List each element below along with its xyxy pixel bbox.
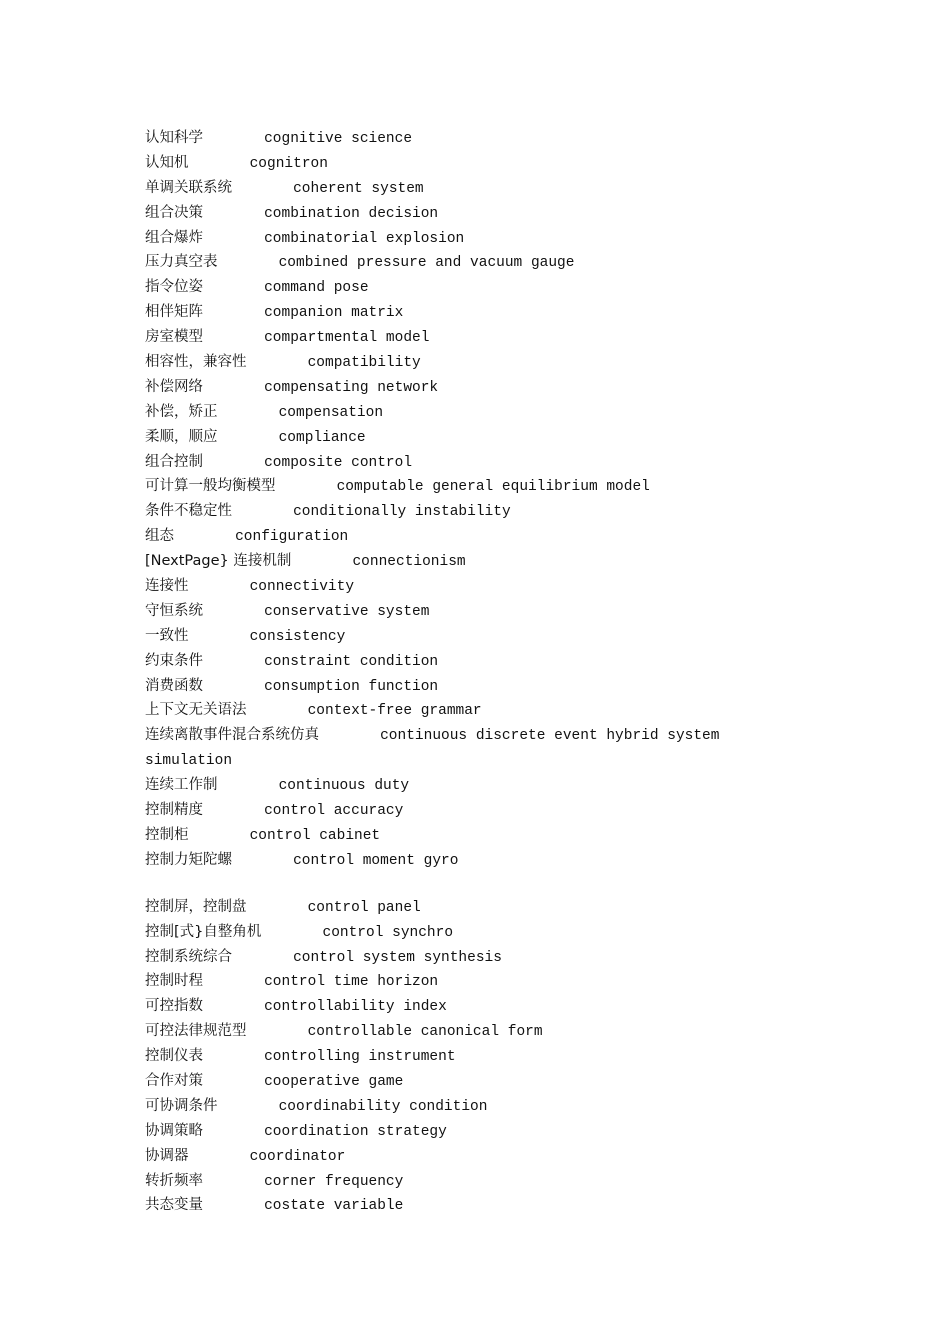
glossary-entry xyxy=(145,474,845,499)
term-en: connectivity xyxy=(249,579,355,596)
glossary-entry xyxy=(145,823,845,848)
term-zh: 单调关联系统 xyxy=(145,179,232,196)
term-zh: 组态 xyxy=(145,528,174,545)
glossary-entry xyxy=(145,450,845,475)
term-zh: 可控法律规范型 xyxy=(145,1023,247,1040)
term-en: computable general equilibrium model xyxy=(336,479,650,496)
glossary-entry xyxy=(145,176,845,201)
term-en: compliance xyxy=(278,429,366,446)
term-zh: 共态变量 xyxy=(145,1197,203,1214)
term-zh: 相容性，兼容性 xyxy=(145,354,247,371)
glossary-entry xyxy=(145,969,845,994)
term-zh: 条件不稳定性 xyxy=(145,503,232,520)
term-zh: 可计算一般均衡模型 xyxy=(145,478,276,495)
term-zh: 认知科学 xyxy=(145,130,203,146)
glossary-entry xyxy=(145,994,845,1019)
term-en: control accuracy xyxy=(264,803,404,820)
glossary-entry xyxy=(145,574,845,599)
term-zh: 守恒系统 xyxy=(145,602,203,619)
glossary-entry xyxy=(145,151,845,176)
term-en: cooperative game xyxy=(264,1073,404,1090)
term-zh: 控制屏，控制盘 xyxy=(145,898,247,915)
glossary-entry xyxy=(145,250,845,275)
term-en: continuous duty xyxy=(278,778,410,795)
glossary-entry xyxy=(145,723,845,748)
glossary-entry xyxy=(145,599,845,624)
term-zh: 压力真空表 xyxy=(145,254,218,271)
term-en: coordinator xyxy=(249,1148,346,1165)
glossary-entry xyxy=(145,1094,845,1119)
glossary-entry xyxy=(145,945,845,970)
glossary-entry xyxy=(145,350,845,375)
term-en: compensating network xyxy=(264,379,439,396)
term-zh: 消费函数 xyxy=(145,677,203,694)
term-zh: 转折频率 xyxy=(145,1172,203,1189)
term-zh: 控制[式}自整角机 xyxy=(145,923,262,940)
term-zh: 认知机 xyxy=(145,154,189,171)
term-en: controllability index xyxy=(264,999,447,1016)
term-en: cognitron xyxy=(249,155,328,172)
term-en: compartmental model xyxy=(264,330,430,347)
glossary-entry xyxy=(145,773,845,798)
term-zh: 控制柜 xyxy=(145,826,189,843)
term-en: context-free grammar xyxy=(307,703,482,720)
term-en: combination decision xyxy=(264,205,439,222)
term-zh: 柔顺，顺应 xyxy=(145,428,218,445)
term-en: combined pressure and vacuum gauge xyxy=(278,255,575,272)
term-en: simulation xyxy=(145,753,233,770)
glossary-entry xyxy=(145,1019,845,1044)
term-zh: 协调器 xyxy=(145,1147,189,1164)
glossary-entry xyxy=(145,1069,845,1094)
term-en: control panel xyxy=(307,899,421,916)
glossary-entry xyxy=(145,798,845,823)
term-zh: 房室模型 xyxy=(145,329,203,346)
glossary-entry xyxy=(145,698,845,723)
term-en: costate variable xyxy=(264,1198,404,1215)
term-zh: 补偿，矫正 xyxy=(145,403,218,420)
term-en: coordinability condition xyxy=(278,1098,488,1115)
term-zh: 指令位姿 xyxy=(145,279,203,296)
term-en: control cabinet xyxy=(249,827,381,844)
term-zh: 组合决策 xyxy=(145,204,203,221)
glossary-entry xyxy=(145,375,845,400)
term-zh: 连续离散事件混合系统仿真 xyxy=(145,727,319,744)
term-zh: 可控指数 xyxy=(145,998,203,1015)
term-en: constraint condition xyxy=(264,653,439,670)
term-zh: 控制时程 xyxy=(145,973,203,990)
glossary-entry-continuation xyxy=(145,748,845,773)
term-zh: 组合控制 xyxy=(145,453,203,470)
term-en: conservative system xyxy=(264,603,430,620)
glossary-entry xyxy=(145,275,845,300)
glossary-entry xyxy=(145,400,845,425)
glossary-entry xyxy=(145,201,845,226)
term-zh: 控制精度 xyxy=(145,802,203,819)
term-en: corner frequency xyxy=(264,1173,404,1190)
term-en: control moment gyro xyxy=(293,852,459,869)
term-en: compensation xyxy=(278,404,384,421)
term-en: connectionism xyxy=(352,554,466,571)
term-zh: 相伴矩阵 xyxy=(145,304,203,321)
term-en: coherent system xyxy=(293,180,424,197)
term-en: coordination strategy xyxy=(264,1123,447,1140)
term-zh: 组合爆炸 xyxy=(145,229,203,246)
term-zh: 控制系统综合 xyxy=(145,948,232,965)
glossary-entry xyxy=(145,499,845,524)
glossary-entry xyxy=(145,1193,845,1218)
glossary-page xyxy=(145,126,845,1218)
term-en: control synchro xyxy=(322,924,454,941)
glossary-entry xyxy=(145,1144,845,1169)
glossary-entry xyxy=(145,624,845,649)
term-en: command pose xyxy=(264,280,369,297)
term-zh: 控制仪表 xyxy=(145,1048,203,1065)
term-en: consistency xyxy=(249,628,346,645)
glossary-entry xyxy=(145,895,845,920)
term-zh: [NextPage} 连接机制 xyxy=(145,553,292,570)
term-en: composite control xyxy=(264,454,413,471)
term-zh: 一致性 xyxy=(145,627,189,644)
term-zh: 连接性 xyxy=(145,578,189,595)
term-zh: 协调策略 xyxy=(145,1122,203,1139)
term-en: controlling instrument xyxy=(264,1049,456,1066)
term-zh: 上下文无关语法 xyxy=(145,702,247,719)
term-zh: 补偿网络 xyxy=(145,378,203,395)
term-en: control system synthesis xyxy=(293,949,502,966)
term-en: control time horizon xyxy=(264,974,439,991)
term-en: consumption function xyxy=(264,678,439,695)
glossary-entry xyxy=(145,1119,845,1144)
term-en: conditionally instability xyxy=(293,504,511,521)
glossary-entry xyxy=(145,226,845,251)
glossary-entry xyxy=(145,549,845,574)
glossary-entry xyxy=(145,1044,845,1069)
glossary-entry xyxy=(145,126,845,151)
term-en: compatibility xyxy=(307,355,421,372)
term-en: configuration xyxy=(235,529,349,546)
term-zh: 连续工作制 xyxy=(145,777,218,794)
glossary-entry xyxy=(145,1169,845,1194)
term-en: continuous discrete event hybrid system xyxy=(380,728,720,745)
term-en: companion matrix xyxy=(264,305,404,322)
glossary-entry xyxy=(145,524,845,549)
term-zh: 控制力矩陀螺 xyxy=(145,851,232,868)
term-zh: 合作对策 xyxy=(145,1072,203,1089)
term-en: controllable canonical form xyxy=(307,1024,543,1041)
glossary-entry xyxy=(145,425,845,450)
glossary-entry xyxy=(145,300,845,325)
glossary-entry xyxy=(145,649,845,674)
glossary-entry xyxy=(145,325,845,350)
term-zh: 约束条件 xyxy=(145,652,203,669)
glossary-entry xyxy=(145,848,845,873)
term-en: combinatorial explosion xyxy=(264,230,465,247)
term-en: cognitive science xyxy=(264,131,413,147)
glossary-entry xyxy=(145,920,845,945)
glossary-entry xyxy=(145,674,845,699)
term-zh: 可协调条件 xyxy=(145,1097,218,1114)
